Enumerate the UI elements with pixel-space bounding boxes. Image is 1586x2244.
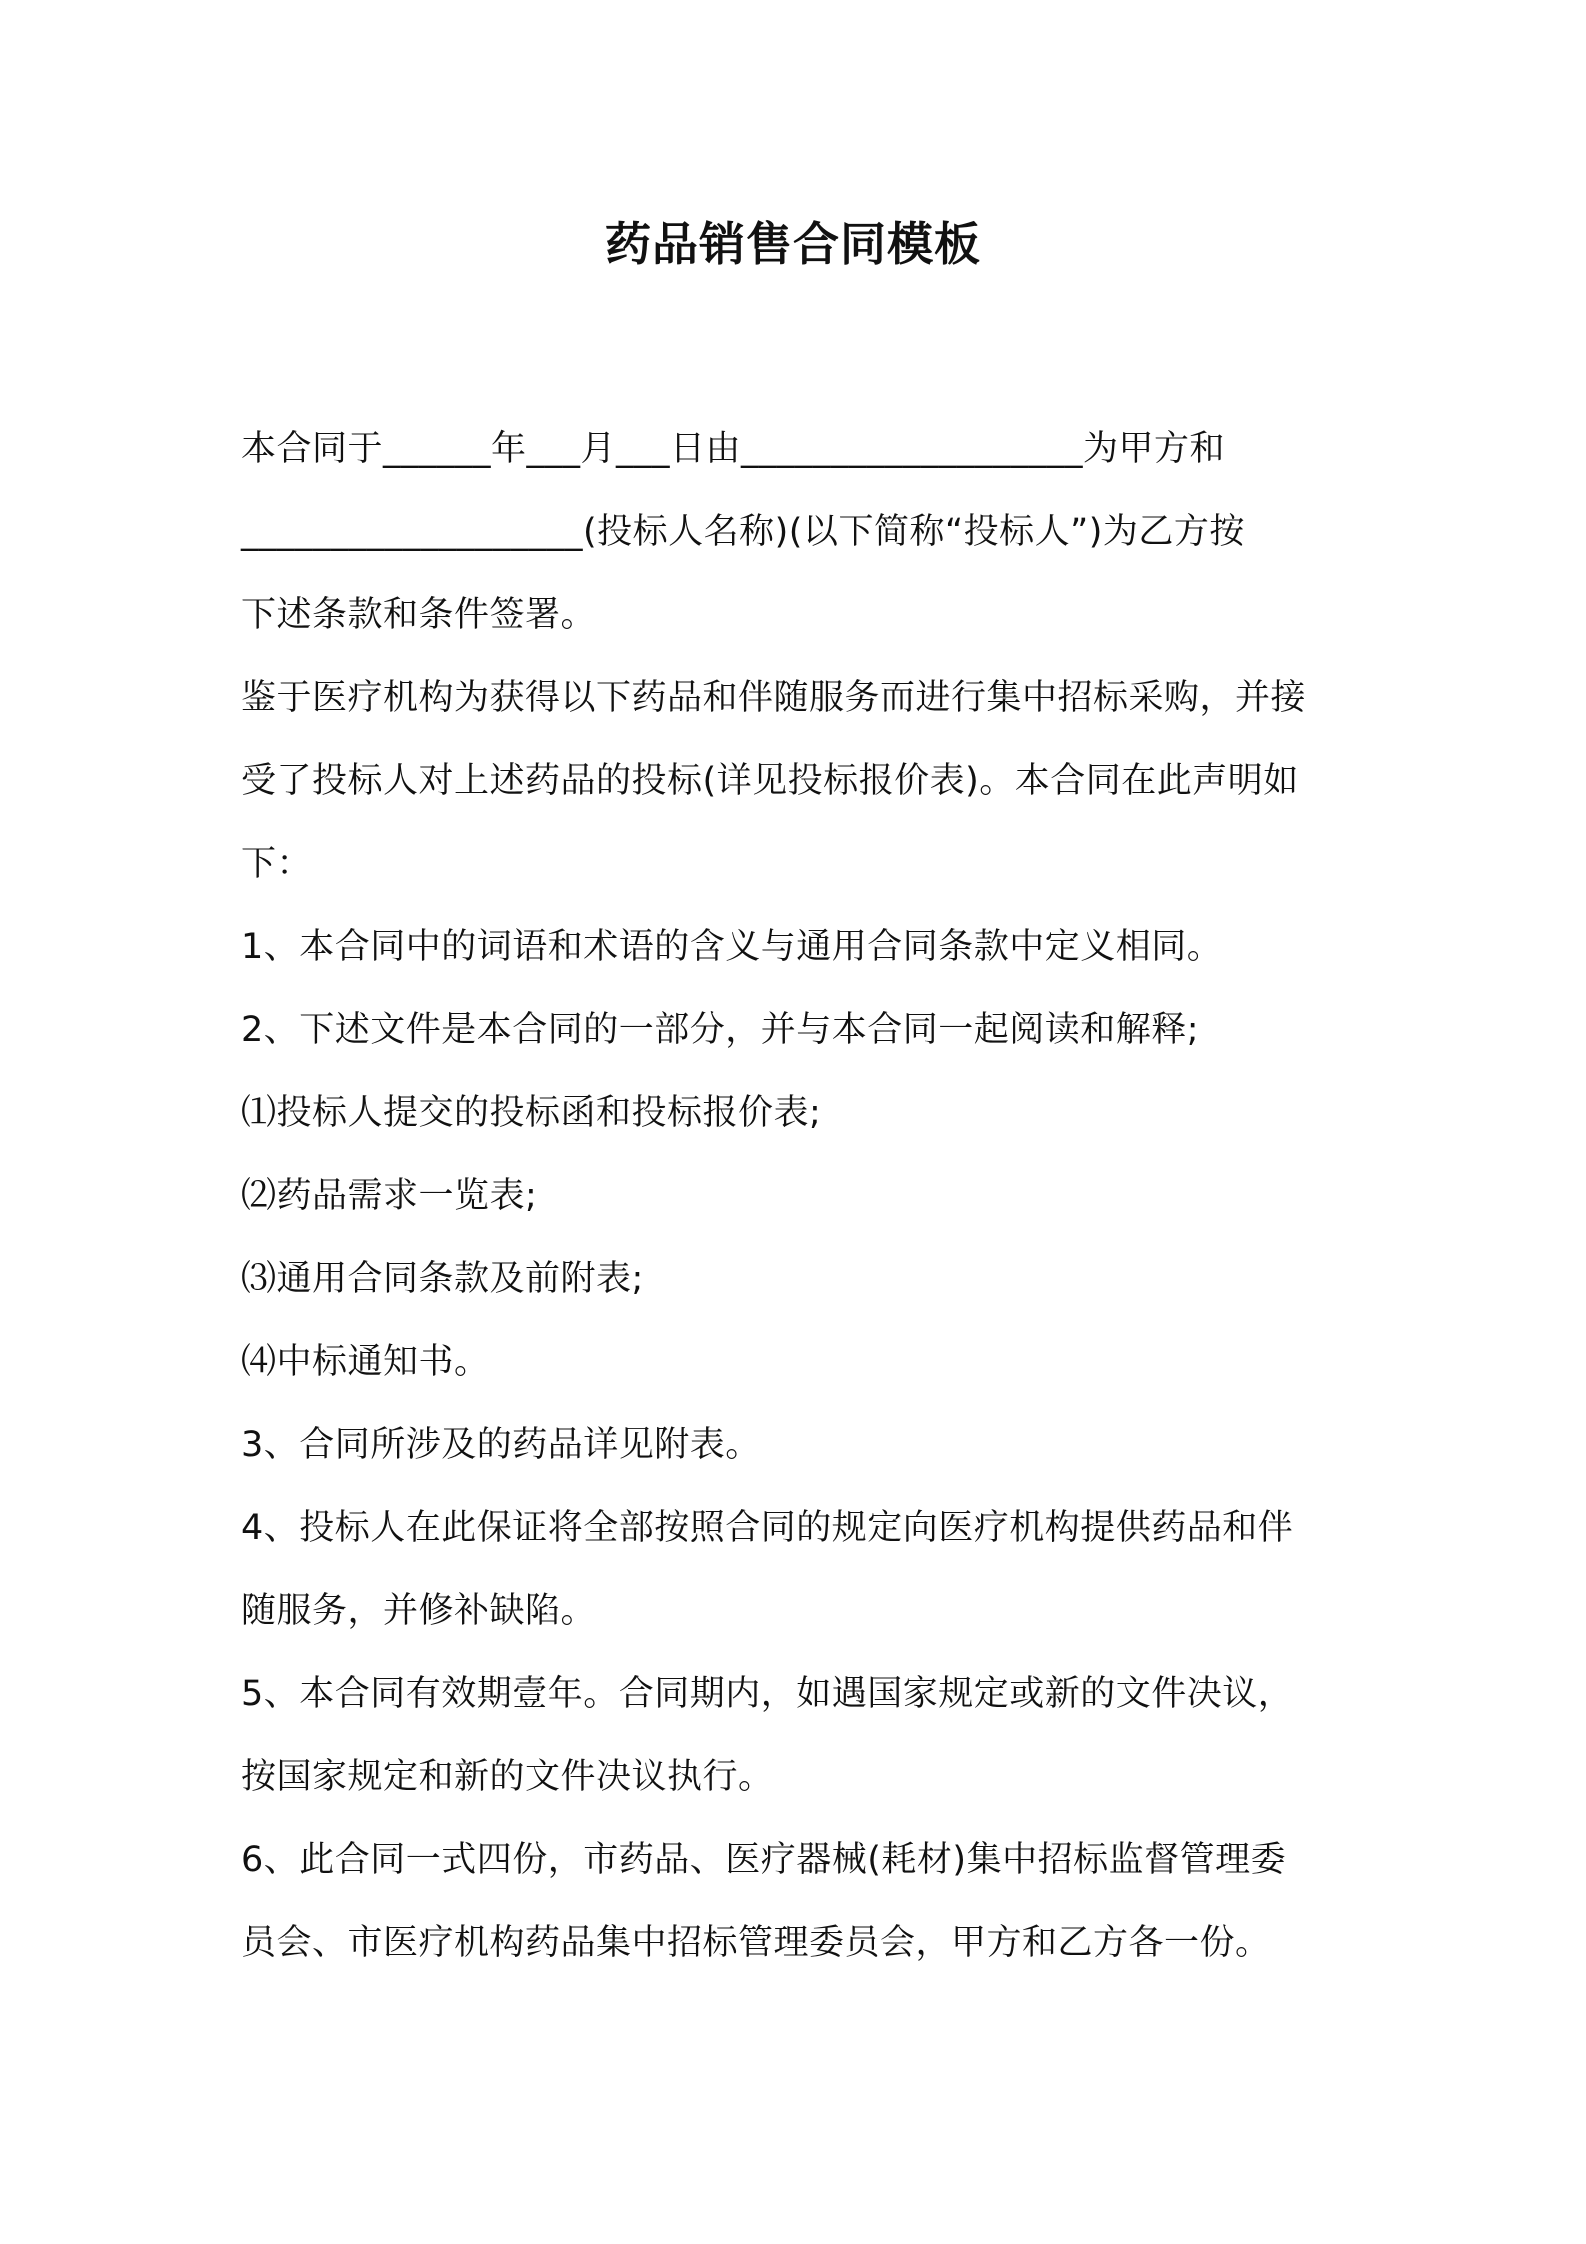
text-line: 鉴于医疗机构为获得以下药品和伴随服务而进行集中招标采购，并接 [241,678,1307,718]
clause-4: 4、投标人在此保证将全部按照合同的规定向医疗机构提供药品和伴 [241,1508,1294,1548]
text-line: 下： [241,844,313,884]
text-line: 受了投标人对上述药品的投标(详见投标报价表)。本合同在此声明如 [241,761,1299,801]
clause-3: 3、合同所涉及的药品详见附表。 [241,1425,761,1465]
sub-item-3: ⑶通用合同条款及前附表; [241,1259,644,1299]
text-line: ___________________(投标人名称)(以下简称“投标人”)为乙方按 [241,512,1245,552]
text-line: 本合同于______年___月___日由___________________为甲方和 [241,429,1226,469]
clause-1: 1、本合同中的词语和术语的含义与通用合同条款中定义相同。 [241,927,1223,967]
sub-item-1: ⑴投标人提交的投标函和投标报价表; [241,1093,822,1133]
contract-body [241,408,1361,1985]
text-line: 按国家规定和新的文件决议执行。 [241,1757,774,1797]
sub-item-2: ⑵药品需求一览表; [241,1176,538,1216]
text-line: 随服务，并修补缺陷。 [241,1591,597,1631]
clause-6: 6、此合同一式四份，市药品、医疗器械(耗材)集中招标监督管理委 [241,1840,1287,1880]
sub-item-4: ⑷中标通知书。 [241,1342,490,1382]
text-line: 员会、市医疗机构药品集中招标管理委员会，甲方和乙方各一份。 [241,1923,1271,1963]
clause-2: 2、下述文件是本合同的一部分，并与本合同一起阅读和解释; [241,1010,1200,1050]
document-title: 药品销售合同模板 [605,217,981,271]
clause-5: 5、本合同有效期壹年。合同期内，如遇国家规定或新的文件决议， [241,1674,1294,1714]
text-line: 下述条款和条件签署。 [241,595,597,635]
